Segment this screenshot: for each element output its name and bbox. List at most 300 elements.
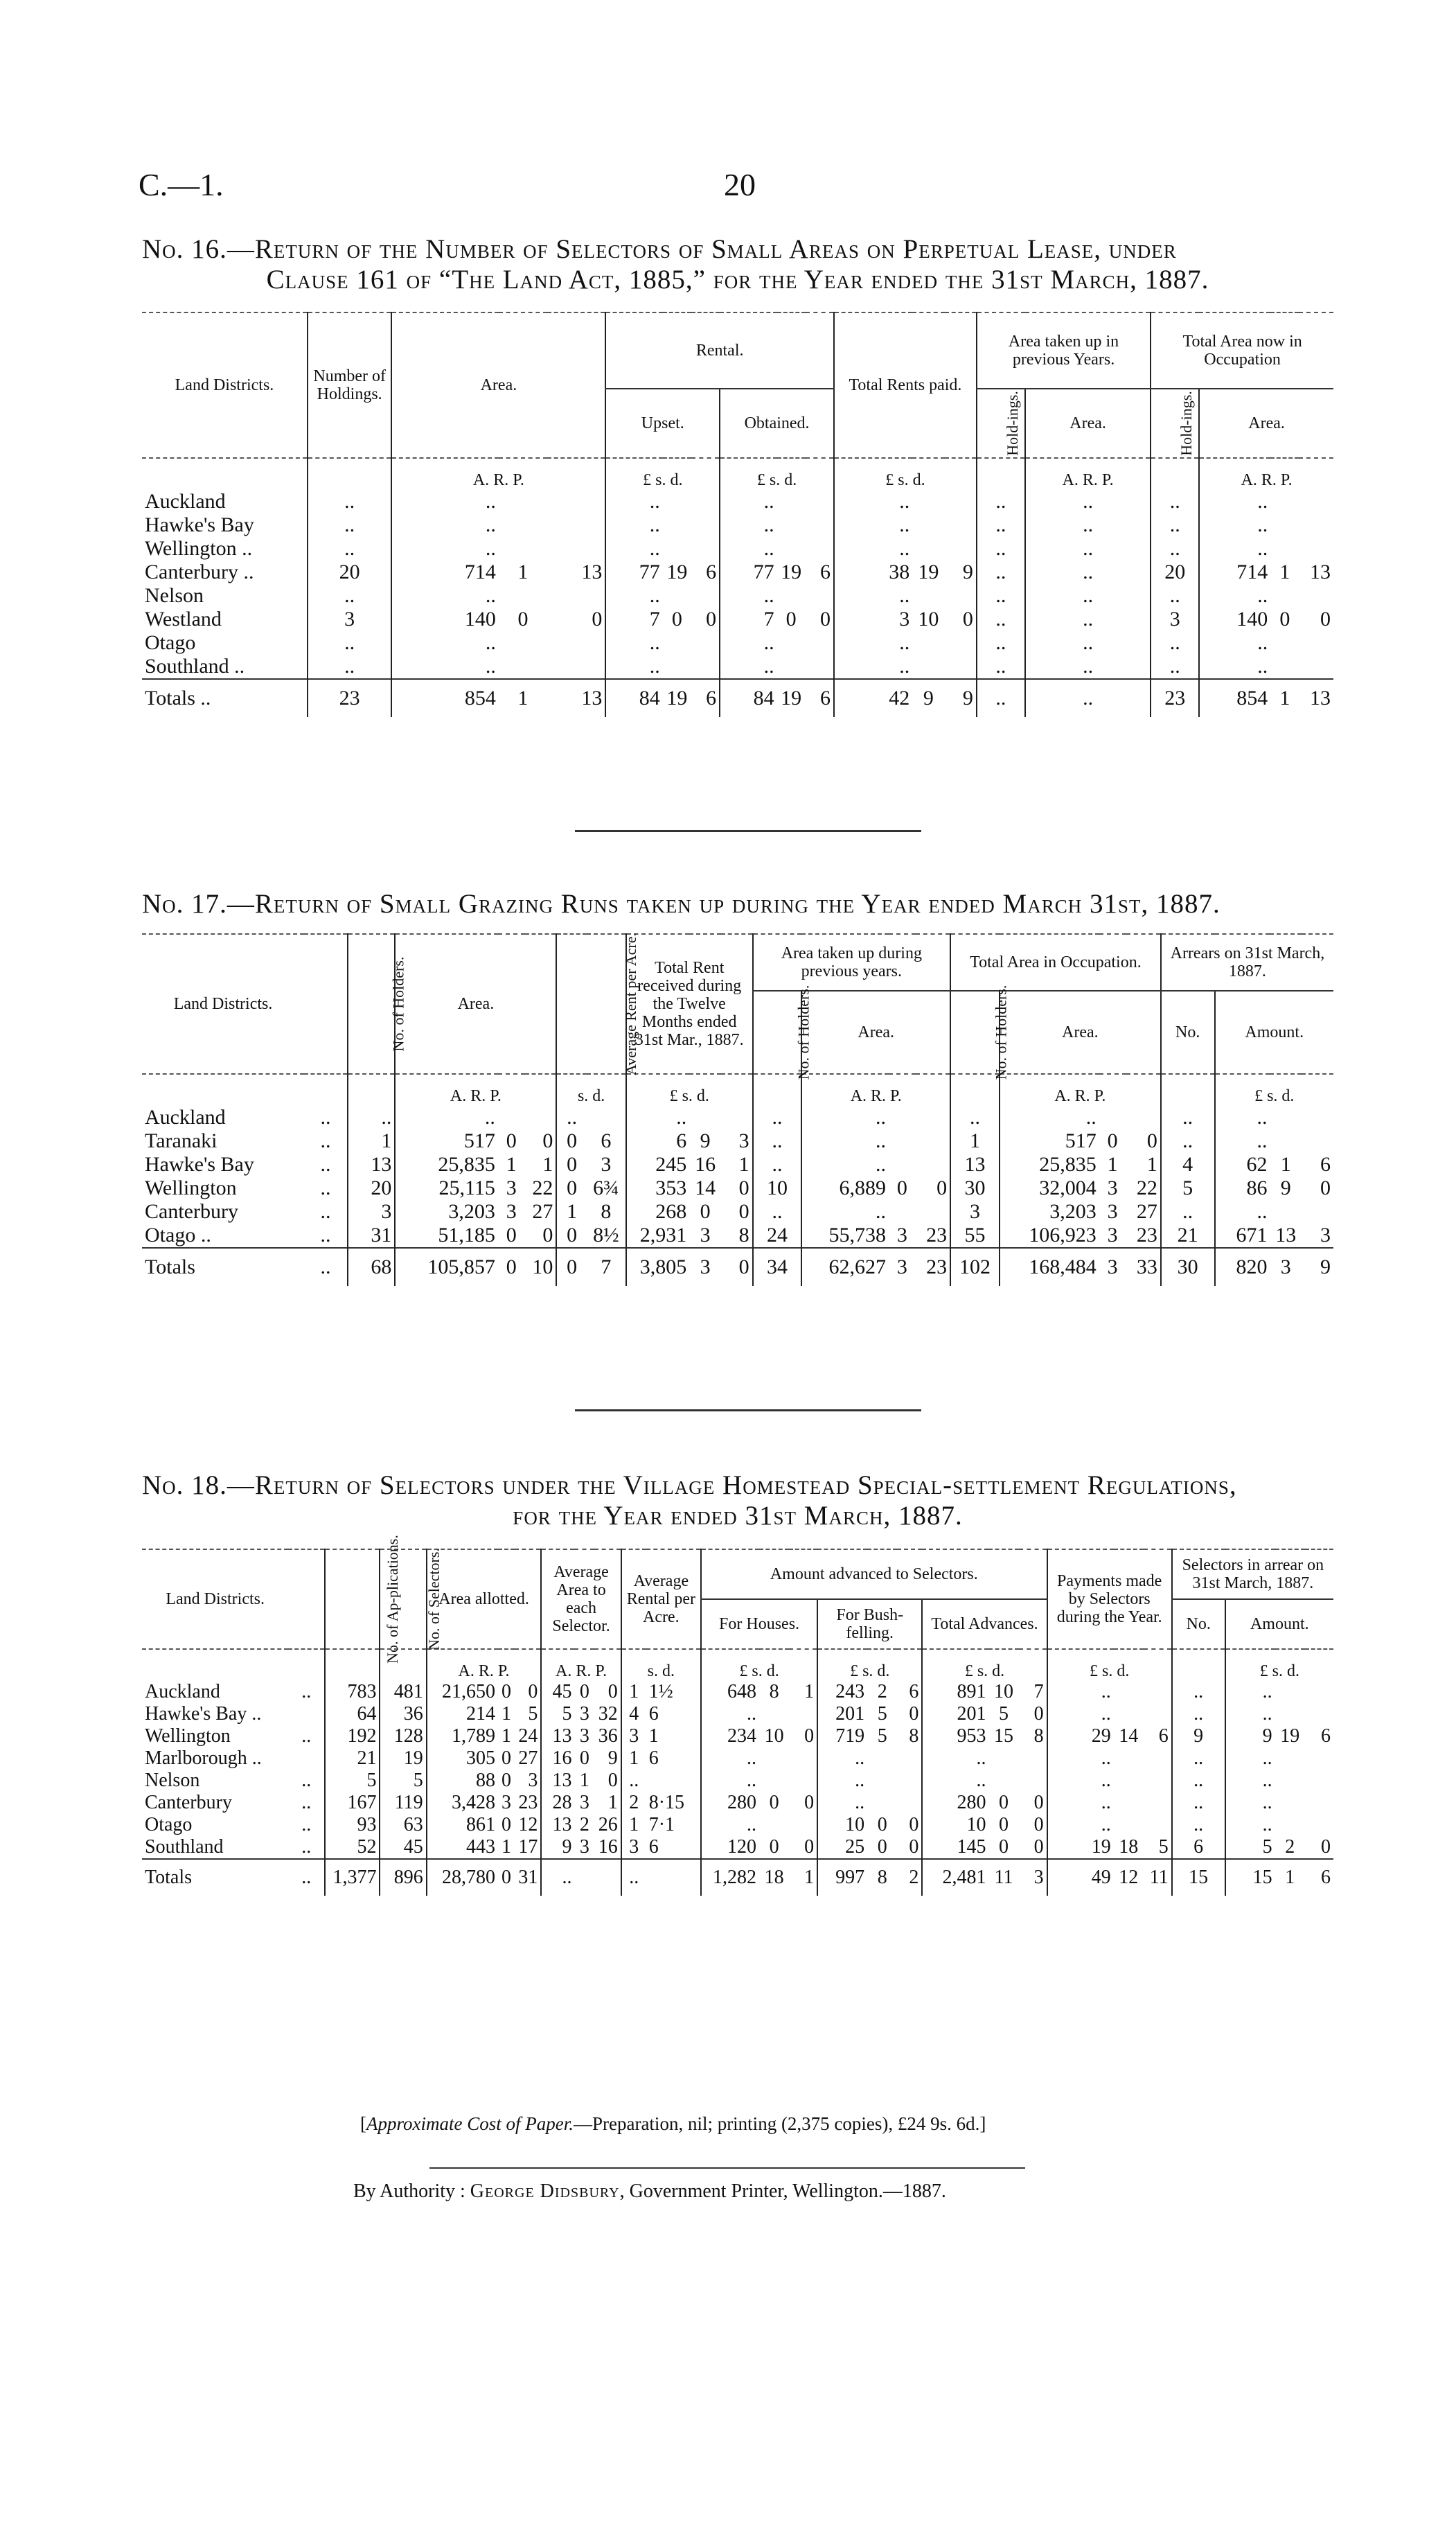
t16-units-row [142,458,1333,490]
t18-cell-b1: .. [817,1792,867,1814]
t18-cell-p3: 6 [1158,1725,1169,1747]
t16-h-rents: Total Rents paid. [834,312,977,458]
t16-cell-h: 20 [308,561,392,584]
t16-cell-oh: 3 [1151,608,1199,631]
t16-cell-a2: 0 [517,608,529,631]
t17-cell-oa1: 517 [1000,1129,1099,1153]
t17-cell-v2: 3 [601,1153,612,1176]
t18-cell-h1: .. [701,1703,759,1725]
t18-cell-p1: 49 [1047,1859,1114,1896]
t18-cell-t2: 11 [988,1859,1018,1896]
t16-cell-u2 [663,537,691,561]
t16-cell-oa3 [1299,584,1333,608]
separator-rule [575,1409,921,1411]
t18-cell-v3: 32 [598,1703,618,1725]
t18-cell-ap: 783 [325,1681,380,1703]
t18-row [142,1792,1333,1814]
t17-cell-a3: 0 [542,1224,553,1246]
t16-cell-u3 [691,537,720,561]
t16-cell-pa: .. [1025,631,1151,655]
t17-cell-oa1: 168,484 [1000,1248,1099,1286]
t16-cell-u1: .. [605,584,662,608]
t18-cell-dots: .. [301,1814,312,1835]
t17-cell-pa3: 0 [936,1177,948,1199]
t17-cell-oa3: 1 [1146,1153,1157,1176]
t16-cell-a2 [499,584,547,608]
t16-cell-a1: .. [391,584,498,608]
t18-cell-t3: 3 [1019,1859,1047,1896]
t18-cell-h2 [759,1747,789,1770]
t17-cell-t3: 3 [738,1129,749,1152]
t16-cell-r3 [945,631,977,655]
t16-cell-u1: 7 [605,608,662,631]
t18-cell-b2 [867,1747,897,1770]
t18-cell-m3 [1305,1814,1333,1836]
t18-unit-avg: A. R. P. [541,1649,621,1681]
t16-cell-oa3 [1299,490,1333,513]
t16-cell-r1: .. [834,631,912,655]
t16-cell-oa3: 13 [1299,679,1333,717]
t18-cell-v2: 1 [579,1770,589,1791]
t16-row [142,537,1333,561]
t17-cell-v1: 0 [556,1129,586,1153]
t18-cell-r1: 3 [621,1725,646,1747]
t18-row [142,1703,1333,1725]
t16-cell-o3: 6 [806,679,834,717]
t18-cell-n: 6 [1172,1836,1225,1859]
t17-cell-am1: .. [1215,1106,1270,1129]
t16-cell-h: .. [308,584,392,608]
t17-cell-pa1: .. [801,1106,889,1129]
t16-cell-a1: .. [391,490,498,513]
t16-row [142,513,1333,537]
t16-unit-upset: £ s. d. [605,458,720,490]
t17-cell-ph: .. [753,1106,802,1129]
t18-cell-v2: 3 [579,1725,589,1747]
t18-cell-h3: 0 [804,1725,815,1747]
t18-cell-b1: .. [817,1747,867,1770]
t17-cell-pa3 [916,1106,950,1129]
t17-cell-v1: 0 [556,1177,586,1200]
t16-cell-a1: .. [391,655,498,679]
t18-cell-m2: 1 [1275,1859,1305,1896]
t17-cell-v2 [587,1106,626,1129]
t18-cell-h1: 234 [701,1725,759,1747]
t18-h-dots [288,1549,325,1649]
t16-cell-oa2: 1 [1279,561,1290,583]
t16-h-obtained: Obtained. [720,389,834,458]
t16-cell-u1: .. [605,537,662,561]
t16-cell-u3 [691,513,720,537]
t17-cell-a3 [525,1106,557,1129]
t18-cell-b2 [867,1792,897,1814]
t17-cell-a2: 1 [506,1153,517,1176]
footer-rule [429,2167,1025,2169]
t16-cell-u2 [663,513,691,537]
t16-cell-r3: 9 [962,561,973,583]
t17-cell-t1: 3,805 [626,1248,689,1286]
t18-cell-b2: 0 [877,1836,887,1858]
t16-cell-o1: .. [720,537,776,561]
t16-cell-oh: .. [1151,537,1199,561]
report-code: C.—1. [139,167,224,202]
t18-cell-v3 [594,1859,621,1896]
t17-cell-an: .. [1161,1200,1215,1224]
t17-h-land: Land Districts. [173,995,273,1013]
t18-cell-a1: 3,428 [427,1792,498,1814]
table18 [142,1535,1333,1896]
t17-cell-oa3: 22 [1136,1177,1157,1199]
t16-cell-u3: 6 [691,679,720,717]
t18-row [142,1770,1333,1792]
t18-cell-h3 [789,1703,817,1725]
t18-cell-r2 [646,1770,701,1792]
t18-cell-b2: 2 [877,1681,887,1702]
t17-h-occ-holders: No. of Holders. [950,991,1000,1074]
t17-cell-oa1: 25,835 [1000,1153,1099,1177]
t18-cell-a3: 12 [518,1814,538,1835]
t18-cell-r2: 6 [648,1836,659,1858]
t16-cell-oa1: .. [1199,537,1270,561]
t16-cell-ph: .. [977,631,1025,655]
t16-cell-o1: .. [720,631,776,655]
t17-cell-pa2: 3 [896,1224,907,1246]
t17-cell-oa1: .. [1000,1106,1099,1129]
t18-cell-v2: 3 [579,1836,589,1858]
t17-h-arr-amount: Amount. [1215,991,1334,1074]
t18-cell-p2 [1114,1681,1144,1703]
table17-title-line: No. 17.—Return of Small Grazing Runs taken up during the Year ended March 31st, 1887. [142,889,1220,919]
t16-cell-pa: .. [1025,584,1151,608]
t17-h-avg: Average Rent per Acre. [556,934,626,1074]
t18-cell-h1: 1,282 [701,1859,759,1896]
t18-cell-a2: 0 [501,1747,511,1769]
t17-cell-d: Hawke's Bay [145,1153,254,1176]
t16-cell-o1: 77 [720,561,776,584]
t17-cell-an: 21 [1161,1224,1215,1248]
t16-h-prev-area: Area. [1025,389,1151,458]
t17-cell-t2: 9 [700,1129,711,1152]
t18-cell-dots: .. [301,1725,312,1747]
t16-cell-pa: .. [1025,561,1151,584]
t18-cell-h3 [789,1747,817,1770]
t17-cell-am1: 62 [1215,1153,1270,1177]
t18-cell-a3: 0 [528,1681,538,1702]
t16-cell-h: .. [308,631,392,655]
t18-cell-n: .. [1172,1747,1225,1770]
t17-cell-am3 [1302,1200,1333,1224]
t17-cell-am2: 9 [1280,1177,1291,1199]
t18-cell-r1: 2 [621,1792,646,1814]
t18-cell-h3: 1 [804,1681,815,1702]
t18-row [142,1725,1333,1747]
t16-cell-r2 [912,537,944,561]
t16-cell-oh: .. [1151,631,1199,655]
t17-cell-t1: .. [626,1106,689,1129]
t17-cell-pa3 [916,1129,950,1153]
t18-totals-row [142,1859,1333,1896]
t16-cell-u3 [691,490,720,513]
t18-cell-r2 [646,1859,701,1896]
t16-cell-a3 [547,655,605,679]
t18-cell-h2: 0 [769,1836,779,1858]
t17-cell-oa1: 106,923 [1000,1224,1099,1248]
t16-cell-o3 [806,655,834,679]
t18-cell-d: Hawke's Bay .. [145,1703,262,1725]
t16-cell-u1: .. [605,513,662,537]
t18-unit-pay: £ s. d. [1047,1649,1172,1681]
t18-cell-r1: .. [621,1859,646,1896]
t18-cell-m2 [1275,1770,1305,1792]
t18-cell-t3: 0 [1033,1703,1044,1725]
t18-cell-se: 36 [380,1703,426,1725]
t18-cell-b3 [897,1770,922,1792]
t17-cell-t1: 6 [626,1129,689,1153]
t17-cell-a3: 22 [532,1177,553,1199]
t18-cell-p3 [1144,1747,1172,1770]
t18-cell-b2: 0 [877,1814,887,1835]
t17-cell-dots: .. [320,1224,331,1246]
t17-cell-t2: 14 [695,1177,716,1199]
t18-cell-p2 [1114,1770,1144,1792]
t17-cell-am1: .. [1215,1200,1270,1224]
t16-cell-r2 [912,513,944,537]
t17-cell-an: 30 [1161,1248,1215,1286]
t16-cell-oa2 [1270,513,1299,537]
t18-cell-m3: 6 [1305,1859,1333,1896]
t18-cell-t2: 15 [994,1725,1014,1747]
t16-cell-pa: .. [1025,679,1151,717]
t17-cell-t1: 268 [626,1200,689,1224]
t16-cell-a2 [499,490,547,513]
t17-cell-t3: 0 [738,1177,749,1199]
t16-unit-occ-area: A. R. P. [1199,458,1333,490]
t16-cell-r2: 19 [918,561,939,583]
t16-cell-r1: .. [834,513,912,537]
t16-unit-obtained: £ s. d. [720,458,834,490]
t17-cell-dots: .. [320,1129,331,1152]
t18-unit-arr: £ s. d. [1225,1649,1333,1681]
t16-cell-u2 [663,584,691,608]
t18-cell-v1: 9 [541,1836,574,1859]
t16-cell-ph: .. [977,608,1025,631]
t18-cell-b3: 0 [909,1836,919,1858]
t16-cell-o3 [806,537,834,561]
t17-h-dots [304,934,348,1074]
t17-cell-h: 20 [348,1177,396,1200]
t17-cell-d: Canterbury [145,1200,238,1223]
t18-cell-p2: 14 [1119,1725,1139,1747]
t16-cell-r1: .. [834,655,912,679]
t18-h-pay: Payments made by Selectors during the Year. [1047,1549,1172,1649]
t16-cell-u3: 0 [706,608,717,631]
t16-cell-r3 [945,513,977,537]
t16-cell-o1: .. [720,584,776,608]
t18-cell-m3 [1305,1747,1333,1770]
t18-cell-p3: 11 [1144,1859,1172,1896]
t17-cell-t3: 0 [738,1200,749,1223]
t16-cell-h: .. [308,655,392,679]
t16-cell-ph: .. [977,561,1025,584]
t18-cell-a2: 3 [501,1792,511,1813]
t18-cell-b2: 8 [867,1859,897,1896]
t17-cell-v2: 6¾ [593,1177,619,1199]
t16-cell-pa: .. [1025,490,1151,513]
t18-cell-v3: 36 [598,1725,618,1747]
t18-cell-b3 [897,1747,922,1770]
t16-cell-r2 [912,655,944,679]
t18-cell-b1: 25 [817,1836,867,1859]
t17-cell-oa1: 32,004 [1000,1177,1099,1200]
t18-cell-h3: 0 [804,1792,815,1813]
t18-cell-m1: .. [1225,1681,1275,1703]
t16-cell-oa1: .. [1199,655,1270,679]
t18-row [142,1814,1333,1836]
t18-cell-p1: .. [1047,1792,1114,1814]
t18-h-bush: For Bush-felling. [817,1599,922,1649]
t16-cell-a2: 1 [499,679,547,717]
t17-cell-pa3: 23 [926,1224,948,1246]
t17-cell-t3: 1 [738,1153,749,1176]
t16-cell-r1: .. [834,490,912,513]
t17-cell-t2: 3 [700,1224,711,1246]
t16-cell-d: Canterbury .. [145,561,254,583]
t17-cell-v2: 8½ [593,1224,619,1246]
t16-cell-u2: 0 [671,608,682,631]
t16-row [142,561,1333,584]
t17-cell-am2 [1270,1129,1302,1153]
t18-cell-p1: .. [1047,1814,1114,1836]
t17-cell-am3: 9 [1302,1248,1333,1286]
t17-cell-dots: .. [320,1106,331,1129]
t18-cell-m1: .. [1225,1770,1275,1792]
t16-cell-d: Nelson [145,584,204,607]
t18-cell-a1: 861 [427,1814,498,1836]
t18-cell-p2: 18 [1119,1836,1139,1858]
t16-cell-r1: 3 [834,608,912,631]
t18-cell-t1: 145 [922,1836,988,1859]
t16-cell-a1: .. [391,537,498,561]
t17-cell-a1: .. [395,1106,497,1129]
t16-cell-ph: .. [977,679,1025,717]
t18-cell-m2 [1275,1747,1305,1770]
t18-cell-p1: .. [1047,1703,1114,1725]
t18-cell-b1: 243 [817,1681,867,1703]
t18-cell-v3: 1 [607,1792,618,1813]
t16-cell-oa3: 0 [1320,608,1331,631]
t16-cell-a1: .. [391,631,498,655]
t16-h-occ-area: Area. [1199,389,1333,458]
t17-cell-oh: 102 [950,1248,1000,1286]
t16-cell-oh: 20 [1151,561,1199,584]
t17-cell-oa3 [1126,1106,1161,1129]
t18-cell-se: 896 [380,1859,426,1896]
t16-cell-r3: 9 [945,679,977,717]
t17-cell-t2: 3 [689,1248,721,1286]
t17-cell-v2: 7 [587,1248,626,1286]
t16-cell-u2 [663,631,691,655]
t18-cell-r2: 1 [648,1725,659,1747]
t18-cell-a3: 3 [528,1770,538,1791]
t17-unit-arr: £ s. d. [1215,1074,1334,1106]
t18-cell-r1: 3 [621,1836,646,1859]
t18-unit-total: £ s. d. [922,1649,1047,1681]
t18-h-selectors: No. of Selectors. [380,1549,426,1649]
t18-cell-a3: 17 [518,1836,538,1858]
t18-cell-a1: 214 [427,1703,498,1725]
t17-units-row [142,1074,1333,1106]
t18-h-avg: Average Area to each Selector. [541,1549,621,1649]
t18-cell-t1: 10 [922,1814,988,1836]
t18-cell-ap: 93 [325,1814,380,1836]
t16-h-occ: Total Area now in Occupation [1151,312,1333,389]
t18-cell-p1: 19 [1047,1836,1114,1859]
t17-cell-pa2: 3 [889,1248,916,1286]
t16-cell-r1: 38 [834,561,912,584]
t18-row [142,1747,1333,1770]
t18-cell-r1: 1 [621,1681,646,1703]
t17-cell-dots: .. [320,1200,331,1223]
t16-cell-a2: 1 [517,561,529,583]
t17-cell-dots: .. [320,1153,331,1176]
t16-cell-a3 [547,537,605,561]
t18-cell-p2 [1114,1747,1144,1770]
t16-cell-a3 [547,584,605,608]
t16-cell-a3: 13 [581,561,603,583]
t17-cell-ph: 24 [753,1224,802,1248]
t17-cell-an: 5 [1161,1177,1215,1200]
t17-cell-ph: 34 [753,1248,802,1286]
t16-cell-o1: 84 [720,679,776,717]
t16-cell-oa3: 13 [1310,561,1331,583]
t18-cell-se: 45 [380,1836,426,1859]
t18-cell-b2: 5 [877,1725,887,1747]
t16-cell-oh: .. [1151,655,1199,679]
t16-cell-u1: 77 [605,561,662,584]
t18-cell-a2: 1 [501,1703,511,1725]
t18-cell-p3 [1144,1770,1172,1792]
t18-cell-t2: 0 [999,1814,1009,1835]
t18-cell-p3 [1144,1681,1172,1703]
t17-cell-pa1: .. [801,1200,889,1224]
t18-cell-m3 [1305,1681,1333,1703]
t16-unit-prev-area: A. R. P. [1025,458,1151,490]
t18-cell-a3: 24 [518,1725,538,1747]
t16-totals-row [142,679,1333,717]
t16-cell-o2 [777,631,806,655]
t16-cell-o2 [777,584,806,608]
t16-cell-oa2 [1270,584,1299,608]
table17 [142,933,1333,1286]
page-number: 20 [724,167,756,202]
t16-h-prev: Area taken up in previous Years. [977,312,1151,389]
t18-cell-h3: 1 [789,1859,817,1896]
authority-prefix: By Authority : [353,2180,465,2202]
t16-cell-ph: .. [977,584,1025,608]
t17-cell-pa1: .. [801,1129,889,1153]
t18-cell-m1: .. [1225,1747,1275,1770]
t17-cell-oa2: 3 [1099,1248,1126,1286]
t18-cell-b2: 5 [877,1703,887,1725]
t16-cell-oa3 [1299,655,1333,679]
t18-cell-d: Canterbury [145,1792,232,1813]
authority-suffix: , Government Printer, Wellington.—1887. [619,2180,946,2202]
t18-cell-m3 [1305,1770,1333,1792]
t16-cell-a3 [547,631,605,655]
t17-cell-v1: .. [556,1106,586,1129]
t17-cell-oh: 13 [950,1153,1000,1177]
table16 [142,312,1333,717]
